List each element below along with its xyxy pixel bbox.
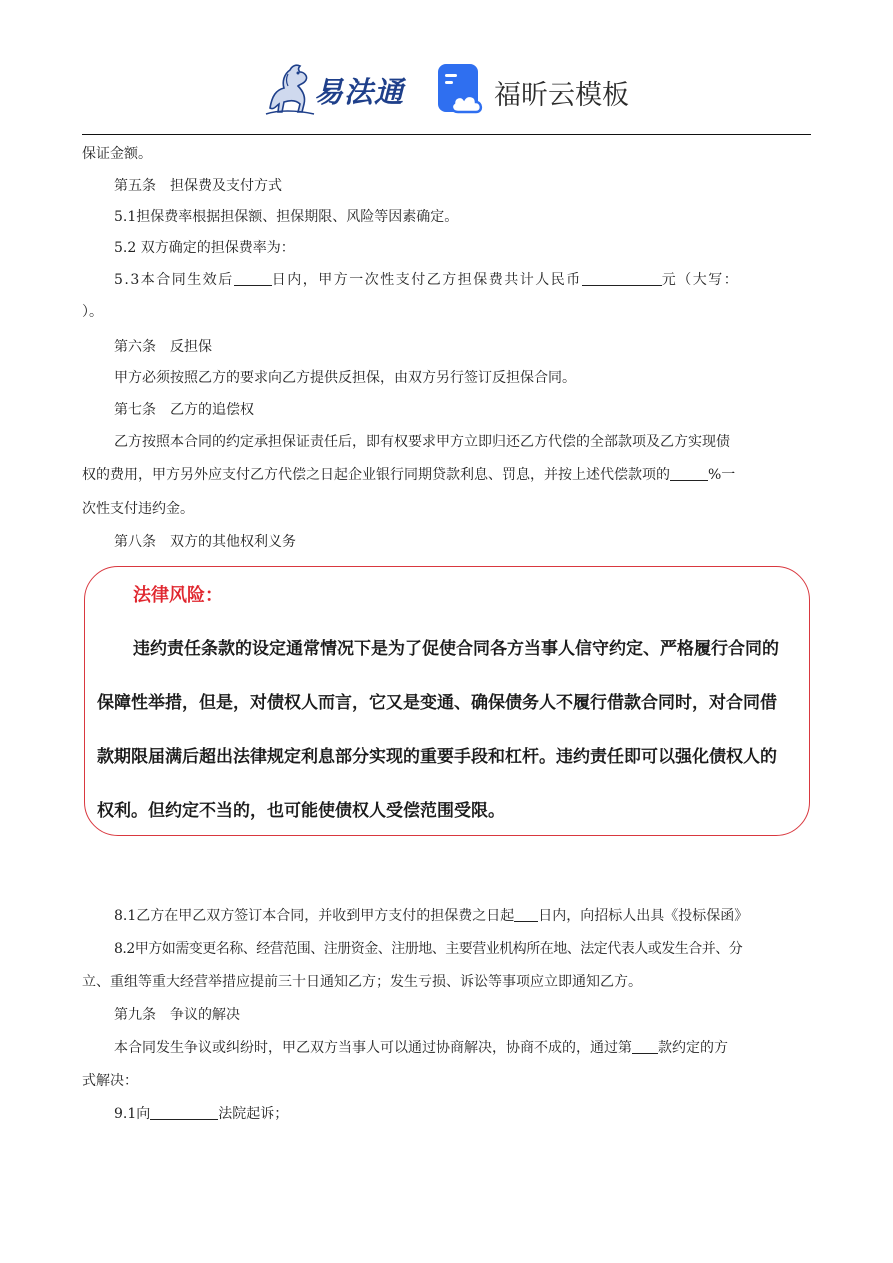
legal-risk-text: 违约责任条款的设定通常情况下是为了促使合同各方当事人信守约定、严格履行合同的 bbox=[133, 639, 779, 659]
article-8-heading: 第八条 双方的其他权利义务 bbox=[114, 534, 296, 550]
para-line bbox=[114, 906, 811, 926]
legal-risk-title: 法律风险： bbox=[133, 585, 223, 606]
blank-court bbox=[150, 1104, 218, 1120]
text-fragment: 日内，甲方一次性支付乙方担保费共计人民币 bbox=[271, 272, 582, 288]
blank-days bbox=[514, 906, 538, 922]
article-7-heading: 第七条 乙方的追偿权 bbox=[114, 402, 254, 418]
para-line: ）。 bbox=[82, 304, 103, 320]
text-fragment: 日内，向招标人出具《投标保函》 bbox=[538, 908, 749, 924]
text-fragment: 8.1乙方在甲乙双方签订本合同，并收到甲方支付的担保费之日起 bbox=[114, 908, 515, 924]
page-header bbox=[0, 0, 893, 136]
para-line: 甲方必须按照乙方的要求向乙方提供反担保，由双方另行签订反担保合同。 bbox=[114, 370, 576, 386]
article-6-heading: 第六条 反担保 bbox=[114, 339, 212, 355]
para-line: 保证金额。 bbox=[82, 146, 152, 162]
para-line: 立、重组等重大经营举措应提前三十日通知乙方；发生亏损、诉讼等事项应立即通知乙方。 bbox=[82, 974, 642, 990]
blank-clause bbox=[632, 1038, 658, 1054]
article-9-heading: 第九条 争议的解决 bbox=[114, 1007, 240, 1023]
para-line bbox=[114, 270, 811, 290]
para-line: 5.1担保费率根据担保额、担保期限、风险等因素确定。 bbox=[114, 209, 459, 225]
para-line: 乙方按照本合同的约定承担保证责任后，即有权要求甲方立即归还乙方代偿的全部款项及乙方实现债 bbox=[114, 434, 730, 450]
text-fragment: 法院起诉； bbox=[218, 1106, 289, 1122]
legal-risk-text: 款期限届满后超出法律规定利息部分实现的重要手段和杠杆。违约责任即可以强化债权人的 bbox=[97, 747, 777, 767]
text-fragment: 款约定的方 bbox=[658, 1040, 728, 1056]
qilin-mascot-icon bbox=[262, 60, 318, 120]
logo1-text: 易法通 bbox=[314, 75, 405, 109]
para-line: 8.2甲方如需变更名称、经营范围、注册资金、注册地、主要营业机构所在地、法定代表人或发生合并、分 bbox=[114, 941, 743, 957]
blank-percent bbox=[670, 465, 708, 481]
text-fragment: %一 bbox=[708, 467, 736, 483]
legal-risk-text: 权利。但约定不当的，也可能使债权人受偿范围受限。 bbox=[97, 801, 505, 821]
document-cloud-icon bbox=[436, 64, 488, 116]
foxit-template-logo bbox=[436, 64, 636, 120]
text-fragment: 本合同发生争议或纠纷时，甲乙双方当事人可以通过协商解决，协商不成的，通过第 bbox=[114, 1040, 632, 1056]
text-fragment: 权的费用，甲方另外应支付乙方代偿之日起企业银行同期贷款利息、罚息，并按上述代偿款项的 bbox=[82, 467, 670, 483]
para-line bbox=[114, 1104, 811, 1124]
legal-risk-text: 保障性举措，但是，对债权人而言，它又是变通、确保债务人不履行借款合同时，对合同借 bbox=[97, 693, 777, 713]
header-divider bbox=[82, 134, 811, 135]
logo2-text: 福昕云模板 bbox=[494, 80, 629, 111]
text-fragment: 9.1向 bbox=[114, 1106, 151, 1122]
text-fragment: 元（大写： bbox=[661, 272, 740, 288]
para-line bbox=[82, 465, 811, 485]
para-line: 式解决： bbox=[82, 1073, 138, 1089]
blank-amount bbox=[582, 270, 662, 286]
blank-days bbox=[234, 270, 272, 286]
yifatong-logo bbox=[262, 60, 412, 120]
text-fragment: 5.3本合同生效后 bbox=[114, 272, 234, 288]
para-line: 次性支付违约金。 bbox=[82, 501, 194, 517]
para-line: 5.2 双方确定的担保费率为： bbox=[114, 240, 295, 256]
para-line bbox=[114, 1038, 811, 1058]
article-5-heading: 第五条 担保费及支付方式 bbox=[114, 178, 282, 194]
